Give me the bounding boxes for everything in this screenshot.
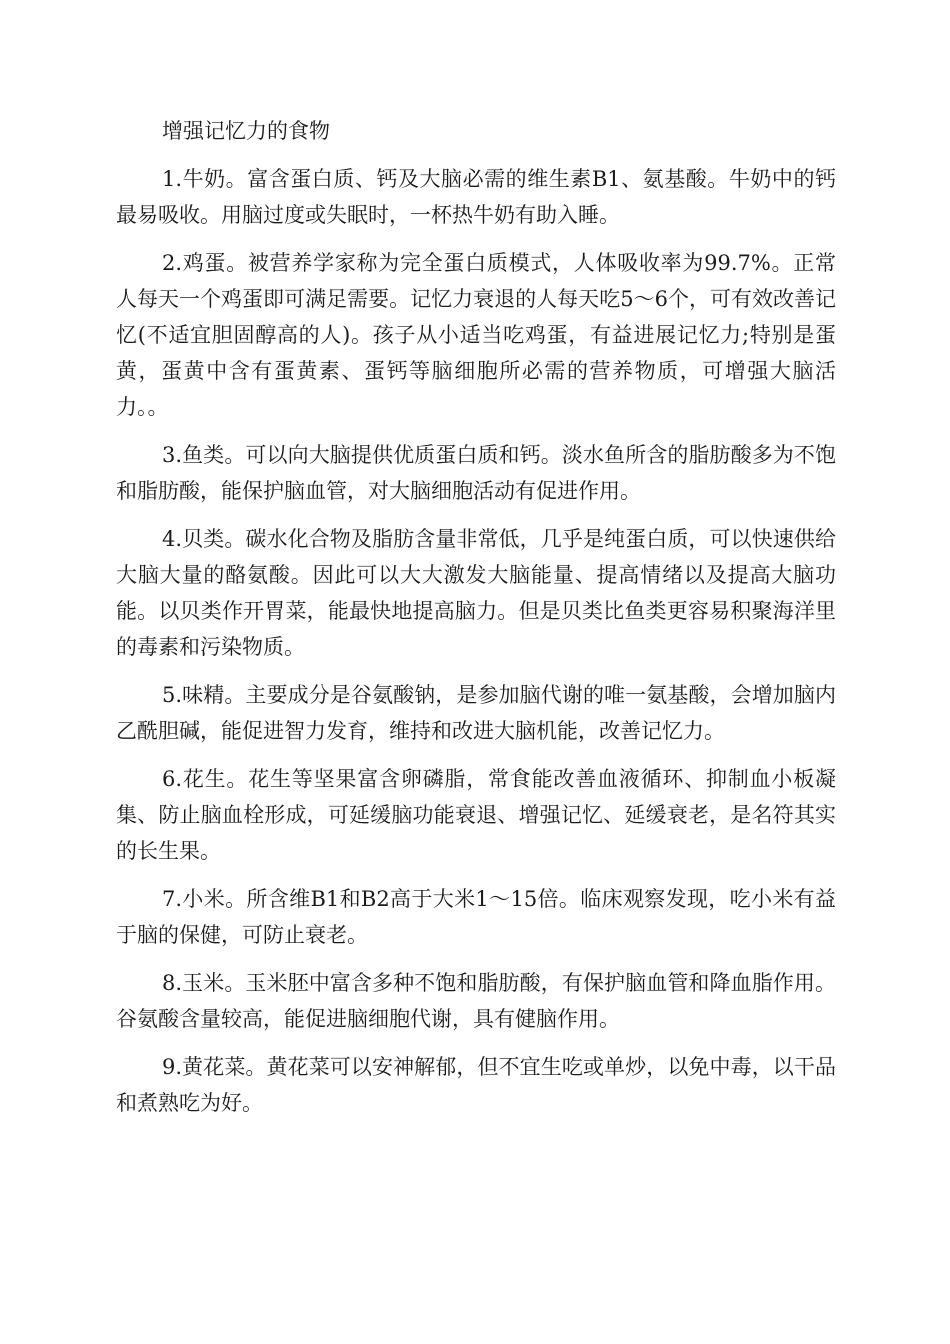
paragraph-egg: 2.鸡蛋。被营养学家称为完全蛋白质模式，人体吸收率为99.7%。正常人每天一个鸡蛋即可满足需要。记忆力衰退的人每天吃5～6个，可有效改善记忆(不适宜胆固醇高的人)。孩子从小适当吃鸡蛋，有益进展记忆力;特别是蛋黄，蛋黄中含有蛋黄素、蛋钙等脑细胞所必需的营养物质，可增强大脑活力。。 [116, 251, 836, 419]
paragraph-msg: 5.味精。主要成分是谷氨酸钠，是参加脑代谢的唯一氨基酸，会增加脑内乙酰胆碱，能促进智力发育，维持和改进大脑机能，改善记忆力。 [116, 683, 836, 743]
paragraph-peanut: 6.花生。花生等坚果富含卵磷脂，常食能改善血液循环、抑制血小板凝集、防止脑血栓形成，可延缓脑功能衰退、增强记忆、延缓衰老，是名符其实的长生果。 [116, 767, 836, 863]
document-body [116, 113, 836, 1133]
paragraph-shellfish: 4.贝类。碳水化合物及脂肪含量非常低，几乎是纯蛋白质，可以快速供给大脑大量的酪氨酸。因此可以大大激发大脑能量、提高情绪以及提高大脑功能。以贝类作开胃菜，能最快地提高脑力。但是贝类比鱼类更容易积聚海洋里的毒素和污染物质。 [116, 527, 836, 659]
paragraph-fish: 3.鱼类。可以向大脑提供优质蛋白质和钙。淡水鱼所含的脂肪酸多为不饱和脂肪酸，能保护脑血管，对大脑细胞活动有促进作用。 [116, 443, 836, 503]
paragraph-milk: 1.牛奶。富含蛋白质、钙及大脑必需的维生素B1、氨基酸。牛奶中的钙最易吸收。用脑过度或失眠时，一杯热牛奶有助入睡。 [116, 167, 836, 227]
paragraph-daylily: 9.黄花菜。黄花菜可以安神解郁，但不宜生吃或单炒，以免中毒，以干品和煮熟吃为好。 [116, 1055, 836, 1115]
paragraph-millet: 7.小米。所含维B1和B2高于大米1～15倍。临床观察发现，吃小米有益于脑的保健，可防止衰老。 [116, 887, 836, 947]
document-title: 增强记忆力的食物 [162, 119, 330, 143]
paragraph-corn: 8.玉米。玉米胚中富含多种不饱和脂肪酸，有保护脑血管和降血脂作用。谷氨酸含量较高，能促进脑细胞代谢，具有健脑作用。 [116, 971, 836, 1031]
